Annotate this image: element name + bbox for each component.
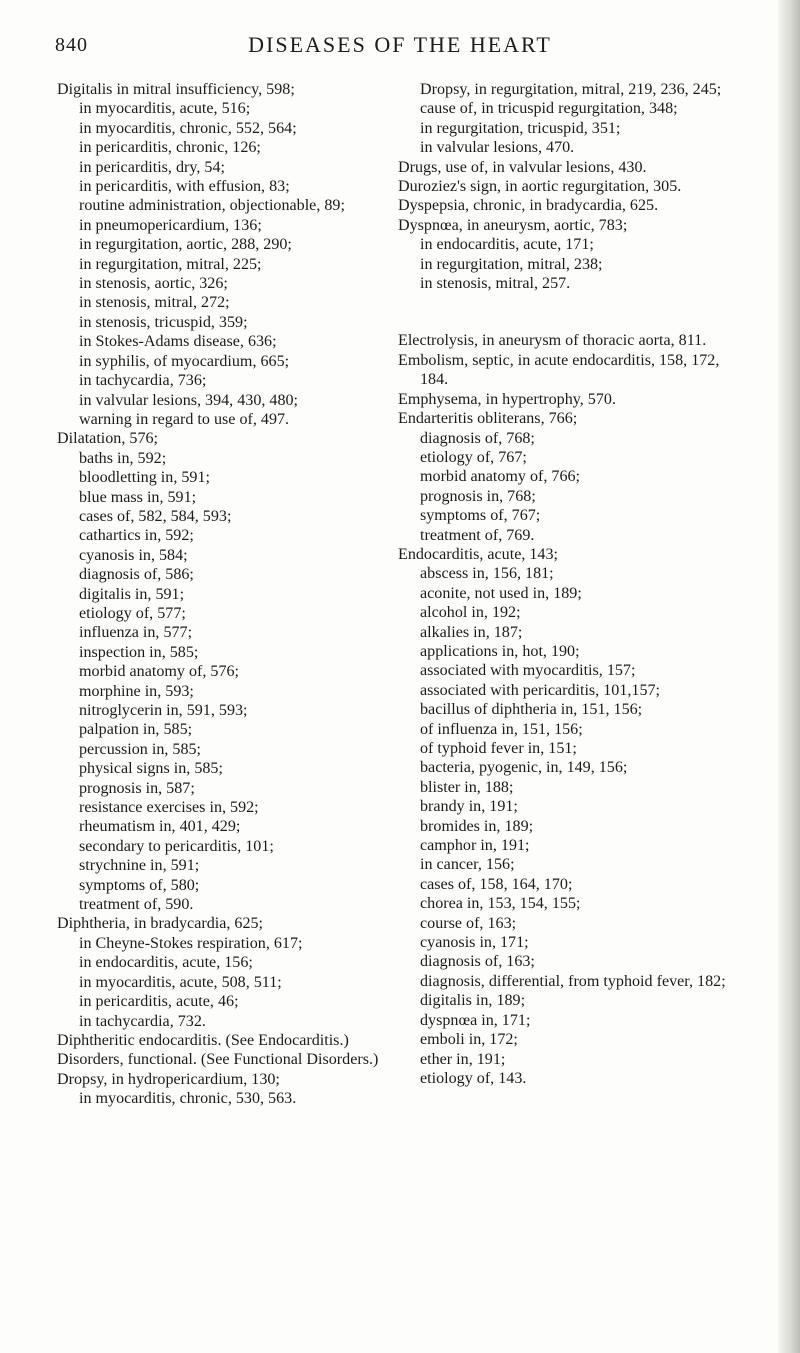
index-subentry: Dropsy, in regurgitation, mitral, 219, 236, 245; (420, 81, 722, 98)
index-subentry: inspection in, 585; (79, 643, 199, 661)
index-subentry: treatment of, 590. (79, 896, 194, 914)
index-subentry: in myocarditis, chronic, 552, 564; (79, 119, 297, 137)
index-subentry: cases of, 158, 164, 170; (420, 875, 573, 893)
index-subentry: diagnosis of, 163; (420, 953, 535, 971)
index-entry: Endarteritis obliterans, 766; (398, 410, 578, 428)
index-subentry: associated with pericarditis, 101,157; (420, 681, 661, 699)
index-entry: Dropsy, in hydropericardium, 130; (57, 1070, 280, 1088)
index-subentry: in pneumopericardium, 136; (79, 216, 262, 234)
index-subentry: bromides in, 189; (420, 817, 534, 835)
index-subentry: morphine in, 593; (79, 682, 194, 700)
index-subentry: bacteria, pyogenic, in, 149, 156; (420, 759, 628, 777)
index-subentry: in tachycardia, 732. (79, 1012, 206, 1030)
index-subentry: in pericarditis, acute, 46; (79, 993, 239, 1011)
index-subentry: morbid anatomy of, 766; (420, 468, 581, 486)
index-subentry: emboli in, 172; (420, 1031, 518, 1049)
index-entry: Duroziez's sign, in aortic regurgitation, 305. (398, 178, 682, 196)
section-gap (398, 293, 728, 331)
index-subentry: diagnosis of, 586; (79, 566, 194, 584)
index-subentry: in myocarditis, acute, 516; (79, 100, 251, 118)
index-subentry: in pericarditis, dry, 54; (79, 158, 225, 176)
index-subentry: blister in, 188; (420, 778, 514, 796)
index-subentry: resistance exercises in, 592; (79, 799, 259, 817)
index-subentry: warning in regard to use of, 497. (79, 410, 290, 428)
index-subentry: applications in, hot, 190; (420, 642, 580, 660)
index-subentry: rheumatism in, 401, 429; (79, 818, 241, 836)
index-subentry: strychnine in, 591; (79, 857, 200, 875)
index-entry: Digitalis in mitral insufficiency, 598; (57, 81, 295, 98)
index-subentry: treatment of, 769. (420, 526, 535, 544)
index-subentry: influenza in, 577; (79, 624, 193, 642)
index-subentry: prognosis in, 587; (79, 779, 195, 797)
index-subentry: brandy in, 191; (420, 798, 518, 816)
index-subentry: diagnosis of, 768; (420, 429, 535, 447)
index-subentry: palpation in, 585; (79, 721, 193, 739)
index-subentry: nitroglycerin in, 591, 593; (79, 702, 248, 719)
index-subentry: cyanosis in, 584; (79, 546, 188, 564)
index-subentry: alcohol in, 192; (420, 604, 521, 622)
index-entry: Endocarditis, acute, 143; (398, 545, 558, 563)
index-subentry: prognosis in, 768; (420, 487, 536, 505)
page-edge-shadow (778, 0, 800, 1353)
index-subentry: physical signs in, 585; (79, 760, 223, 778)
index-subentry: in stenosis, mitral, 272; (79, 294, 230, 312)
index-entry: Dyspnœa, in aneurysm, aortic, 783; (398, 216, 628, 234)
page-number: 840 (55, 34, 88, 56)
index-column-left (57, 80, 390, 1109)
index-subentry: in valvular lesions, 470. (420, 139, 575, 157)
index-subentry: in stenosis, aortic, 326; (79, 275, 228, 293)
running-head: DISEASES OF THE HEART (248, 32, 552, 57)
index-subentry: secondary to pericarditis, 101; (79, 837, 274, 855)
index-entry: Electrolysis, in aneurysm of thoracic aorta, 811. (398, 332, 707, 350)
index-subentry: in cancer, 156; (420, 856, 515, 874)
index-entry: Dyspepsia, chronic, in bradycardia, 625. (398, 197, 659, 215)
index-subentry: in pericarditis, chronic, 126; (79, 139, 261, 157)
index-subentry: alkalies in, 187; (420, 623, 523, 641)
index-subentry: in regurgitation, mitral, 238; (420, 255, 603, 273)
index-subentry: digitalis in, 189; (420, 992, 526, 1010)
index-subentry: cause of, in tricuspid regurgitation, 348; (420, 100, 678, 118)
index-subentry: symptoms of, 580; (79, 876, 200, 894)
index-entry: Diphtheria, in bradycardia, 625; (57, 915, 264, 933)
index-subentry: of influenza in, 151, 156; (420, 720, 583, 738)
index-entry: Embolism, septic, in acute endocarditis, 158, 172, 184. (398, 351, 720, 389)
index-subentry: percussion in, 585; (79, 740, 202, 758)
page-header (0, 32, 800, 62)
index-subentry: in endocarditis, acute, 171; (420, 236, 594, 254)
index-subentry: in regurgitation, tricuspid, 351; (420, 119, 621, 137)
index-subentry: diagnosis, differential, from typhoid fever, 182; (420, 972, 726, 990)
index-subentry: in tachycardia, 736; (79, 372, 207, 390)
index-subentry: cathartics in, 592; (79, 527, 194, 545)
index-subentry: in valvular lesions, 394, 430, 480; (79, 391, 299, 409)
index-subentry: in syphilis, of myocardium, 665; (79, 352, 290, 370)
index-subentry: in stenosis, mitral, 257. (420, 275, 571, 293)
index-subentry: in regurgitation, mitral, 225; (79, 255, 262, 273)
index-subentry: camphor in, 191; (420, 837, 530, 855)
index-subentry: in myocarditis, chronic, 530, 563. (79, 1090, 297, 1108)
index-subentry: aconite, not used in, 189; (420, 584, 582, 602)
index-subentry: symptoms of, 767; (420, 507, 541, 525)
index-subentry: in Cheyne-Stokes respiration, 617; (79, 934, 303, 952)
index-subentry: in endocarditis, acute, 156; (79, 954, 253, 972)
index-column-right (398, 80, 728, 1088)
index-subentry: blue mass in, 591; (79, 488, 197, 506)
index-subentry: digitalis in, 591; (79, 585, 185, 603)
index-subentry: in Stokes-Adams disease, 636; (79, 333, 277, 351)
index-entry: Diphtheritic endocarditis. (See Endocarditis.) (57, 1031, 349, 1049)
index-subentry: cyanosis in, 171; (420, 934, 529, 952)
index-entry: Emphysema, in hypertrophy, 570. (398, 390, 616, 408)
index-subentry: bloodletting in, 591; (79, 469, 210, 487)
index-subentry: associated with myocarditis, 157; (420, 662, 636, 680)
index-subentry: etiology of, 767; (420, 448, 527, 466)
index-subentry: dyspnœa in, 171; (420, 1011, 531, 1029)
index-subentry: etiology of, 577; (79, 604, 186, 622)
index-subentry: etiology of, 143. (420, 1069, 527, 1087)
index-subentry: bacillus of diphtheria in, 151, 156; (420, 701, 643, 719)
index-subentry: abscess in, 156, 181; (420, 565, 554, 583)
index-subentry: of typhoid fever in, 151; (420, 740, 577, 757)
index-subentry: course of, 163; (420, 914, 517, 932)
index-subentry: in myocarditis, acute, 508, 511; (79, 973, 282, 991)
index-entry: Disorders, functional. (See Functional Disorders.) (57, 1051, 379, 1069)
index-subentry: in stenosis, tricuspid, 359; (79, 313, 248, 331)
index-entry: Dilatation, 576; (57, 430, 159, 448)
index-subentry: in regurgitation, aortic, 288, 290; (79, 236, 292, 254)
index-subentry: ether in, 191; (420, 1050, 506, 1068)
index-subentry: morbid anatomy of, 576; (79, 663, 240, 681)
index-entry: Drugs, use of, in valvular lesions, 430. (398, 158, 647, 176)
index-subentry: routine administration, objectionable, 89; (79, 197, 345, 215)
index-subentry: baths in, 592; (79, 449, 167, 467)
index-subentry: in pericarditis, with effusion, 83; (79, 178, 290, 196)
index-subentry: chorea in, 153, 154, 155; (420, 895, 581, 913)
index-subentry: cases of, 582, 584, 593; (79, 507, 232, 525)
